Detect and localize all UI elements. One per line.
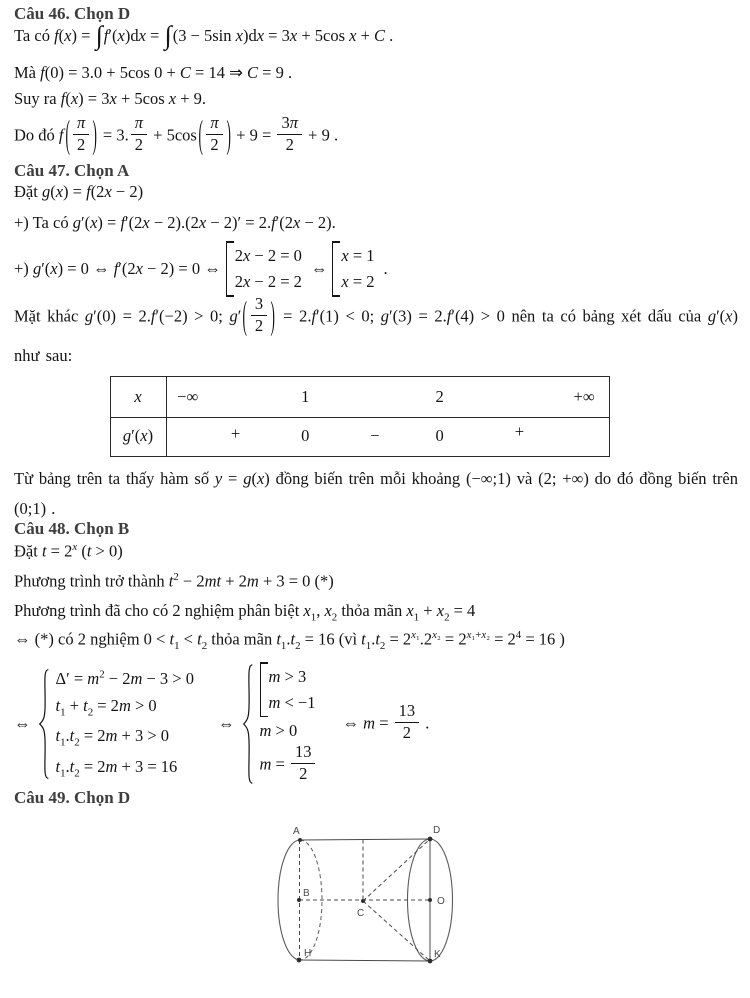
- table-x-value: −∞: [177, 386, 199, 406]
- q47-line-3-lead: +) g′(x) = 0 ⇔ f′(2x − 2) = 0 ⇔: [14, 259, 221, 278]
- label-H: H: [304, 948, 312, 959]
- stack-line: x = 1: [341, 246, 375, 266]
- table-sign: +: [230, 423, 241, 443]
- q48-line-1: Đặt $t = 2^x$ (t > 0): [14, 541, 123, 561]
- table-sign: 0: [301, 426, 310, 446]
- system-line: m = $\frac{13}{2}$: [260, 745, 318, 786]
- stack-line: 2x − 2 = 0: [234, 246, 302, 266]
- point-A: [298, 838, 302, 842]
- q48-final: ⇔ m = $\frac{13}{2}$ .: [342, 700, 430, 742]
- top-edge: [300, 839, 430, 840]
- table-header-x: x: [134, 386, 142, 406]
- system-result: [260, 662, 325, 785]
- q47-line-3-period: .: [383, 259, 388, 278]
- table-sign: +: [514, 422, 525, 442]
- left-circle-hidden-arc: [300, 840, 322, 960]
- point-C: [361, 899, 365, 903]
- system-line: $t_1.t_2 = 2m + 3 > 0$: [55, 726, 170, 749]
- bracket-stack-equations: [226, 241, 306, 296]
- table-x-value: 2: [435, 386, 444, 406]
- cylinder-diagram: [268, 816, 518, 998]
- q46-line-4-math: Do đó f( $\frac{\pi}{2}$ ) = 3. $\frac{\pi}{2}$ + 5cos( $\frac{\pi}{2}$ ) + 9 = $\frac{3\pi}{2}$ + 9 .: [14, 111, 339, 157]
- q46-line-1: Ta có f(x) = ∫f′(x)dx = ∫(3 − 5sin x)dx = 3x + 5cos x + C .: [14, 20, 394, 51]
- stack-line: m < −1: [268, 692, 316, 712]
- bottom-edge: [299, 960, 430, 961]
- point-H: [297, 958, 302, 963]
- q48-line-2: Phương trình trở thành $t^2 - 2mt + 2m + 3 = 0$ (*): [14, 571, 334, 591]
- system-line: m > 0: [259, 721, 298, 741]
- q47-line-2: +) Ta có g′(x) = f′(2x − 2).(2x − 2)′ = 2.f′(2x − 2).: [14, 213, 336, 232]
- stack-line: x = 2: [341, 272, 375, 291]
- label-C: C: [357, 908, 365, 919]
- system-conditions: [56, 665, 195, 783]
- q46-line-4: [14, 111, 338, 161]
- q47-line-1: Đặt g(x) = f(2x − 2): [14, 182, 144, 201]
- q48-header: Câu 48. Chọn B: [14, 519, 130, 538]
- system-line: $t_1 + t_2 = 2m > 0$: [55, 696, 157, 719]
- q46-line-3: Suy ra f(x) = 3x + 5cos x + 9.: [14, 89, 207, 108]
- table-sign: −: [370, 426, 380, 446]
- q47-line-3: [14, 243, 388, 295]
- label-D: D: [433, 825, 441, 836]
- point-B: [297, 898, 301, 902]
- q48-system-row: [14, 661, 429, 787]
- point-D: [428, 837, 433, 842]
- bracket-stack-solutions: [332, 241, 378, 296]
- q46-header: Câu 46. Chọn D: [14, 4, 131, 23]
- segment-CD: [363, 839, 430, 901]
- label-A: A: [293, 826, 300, 837]
- left-brace: [37, 668, 50, 780]
- q47-header: Câu 47. Chọn A: [14, 161, 130, 180]
- equiv-arrow: ⇔: [14, 714, 31, 733]
- q47-sign-note: Mặt khác g′(0) = 2.f′(−2) > 0; g′( $\frac{3}{2}$ ) = 2.f′(1) < 0; g′(3) = 2.f′(4) > 0 nên ta có bảng xét dấu của g′(x) như sau:: [14, 292, 738, 365]
- table-x-value: 1: [301, 386, 310, 406]
- system-line: $\Delta' = m^2 - 2m - 3 > 0$: [55, 668, 194, 688]
- equiv-arrow: ⇔: [218, 714, 235, 733]
- sign-table: [110, 376, 610, 457]
- bracket-stack-m: [260, 662, 320, 717]
- q48-line-4: ⇔ (*) có 2 nghiệm $0 < t_1 < t_2$ thỏa mãn $t_1.t_2 = 16$ (vì $t_1.t_2 = 2^{x_1}.2^{x_2} = 2^{x_1+x_2} = 2^4 = 16$ ): [14, 629, 565, 652]
- stack-line: 2x − 2 = 2: [234, 272, 302, 291]
- system-line: $t_1.t_2 = 2m + 3 = 16$: [55, 756, 178, 780]
- segment-CK: [363, 901, 430, 961]
- point-K: [428, 959, 433, 964]
- label-B: B: [303, 888, 310, 899]
- point-O: [428, 898, 432, 902]
- table-horizontal-divider: [111, 417, 609, 418]
- left-brace: [241, 663, 254, 785]
- table-header-gx: g′(x): [122, 426, 154, 446]
- stack-line: m > 3: [268, 667, 307, 687]
- label-K: K: [434, 949, 441, 960]
- q49-header: Câu 49. Chọn D: [14, 788, 131, 807]
- table-x-value: +∞: [573, 386, 595, 406]
- q47-conclusion: Từ bảng trên ta thấy hàm số y = g(x) đồng biến trên mỗi khoảng (−∞;1) và (2; +∞) do đó đồng biến trên (0;1) .: [14, 469, 738, 518]
- left-circle-front-arc: [278, 840, 300, 960]
- equiv-arrow: ⇔: [310, 259, 328, 278]
- q46-line-2: Mà f(0) = 3.0 + 5cos 0 + C = 14 ⇒ C = 9 .: [14, 63, 293, 82]
- q48-line-3: Phương trình đã cho có 2 nghiệm phân biệt $x_1$, $x_2$ thỏa mãn $x_1 + x_2 = 4$: [14, 601, 476, 624]
- table-sign: 0: [435, 426, 444, 446]
- label-O: O: [437, 896, 445, 907]
